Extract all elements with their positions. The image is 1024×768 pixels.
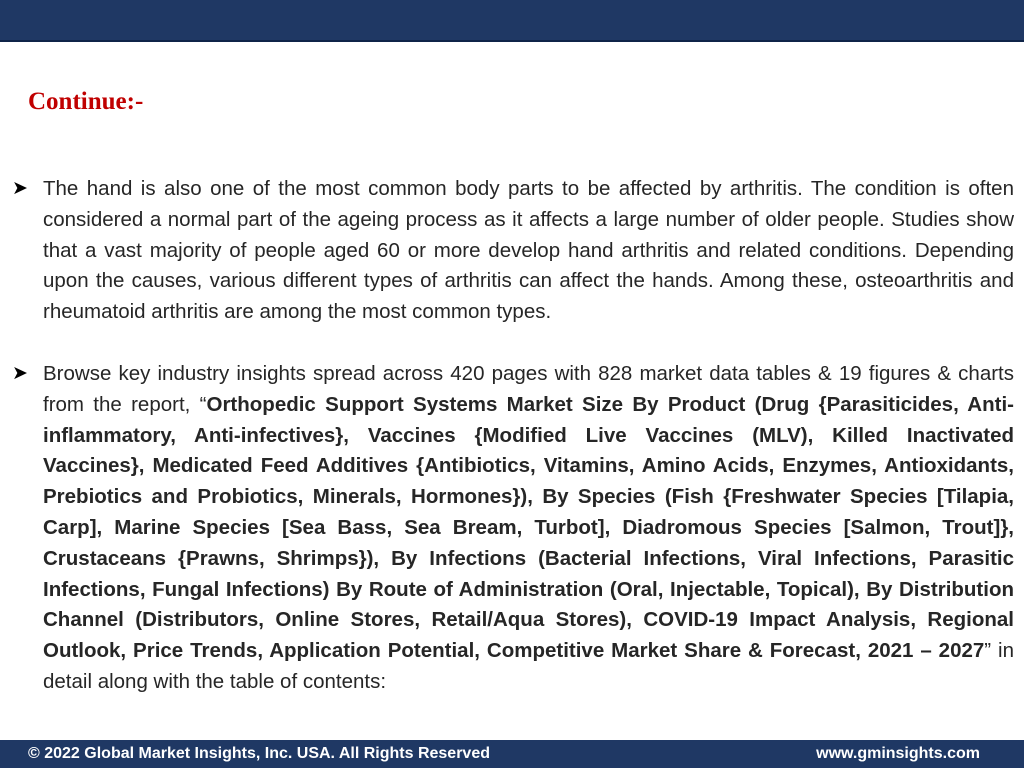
bullet-text: The hand is also one of the most common body parts to be affected by arthritis. The condition is often considered a normal part of the ageing process as it affects a large number of older people. Studies show that a vast majority of people aged 60 or more develop hand arthritis and related conditions. Depending upon the causes, various different types of arthritis can affect the hands. Among these, osteoarthritis and rheumatoid arthritis are among the most common types. (43, 177, 1014, 324)
bullet-point-report-info (12, 359, 1014, 698)
bullet-outro-text: ” in detail along with the table of contents: (43, 639, 1014, 693)
website-link[interactable]: www.gminsights.com (816, 745, 980, 762)
bullet-intro-text: Browse key industry insights spread across 420 pages with 828 market data tables & 19 figures & charts from the report, “ (43, 361, 1014, 416)
top-header-bar (0, 0, 1024, 42)
bullet-point-hand-arthritis (12, 174, 1014, 328)
footer-bar (0, 740, 1024, 768)
report-title: Orthopedic Support Systems Market Size By Product (Drug {Parasiticides, Anti-inflammatory, Anti-infectives}, Vaccines {Modified Live Vaccines (MLV), Killed Inactivated Vaccines}, Medicated Feed Additives {Antibiotics, Vitamins, Amino Acids, Enzymes, Antioxidants, Prebiotics and Probiotics, Minerals, Hormones}), By Species (Fish {Freshwater Species [Tilapia, Carp], Marine Species [Sea Bass, Sea Bream, Turbot], Diadromous Species [Salmon, Trout]}, Crustaceans {Prawns, Shrimps}), By Infections (Bacterial Infections, Viral Infections, Parasitic Infections, Fungal Infections) By Route of Administration (Oral, Injectable, Topical), By Distribution Channel (Distributors, Online Stores, Retail/Aqua Stores), COVID-19 Impact Analysis, Regional Outlook, Price Trends, Application Potential, Competitive Market Share & Forecast, 2021 – 2027 (43, 392, 1014, 663)
slide-heading: Continue:- (28, 88, 144, 115)
copyright-text: © 2022 Global Market Insights, Inc. USA. All Rights Reserved (28, 745, 490, 762)
slide-content (12, 174, 1014, 740)
arrow-bullet-icon: ➤ (12, 362, 28, 384)
arrow-bullet-icon: ➤ (12, 178, 28, 199)
